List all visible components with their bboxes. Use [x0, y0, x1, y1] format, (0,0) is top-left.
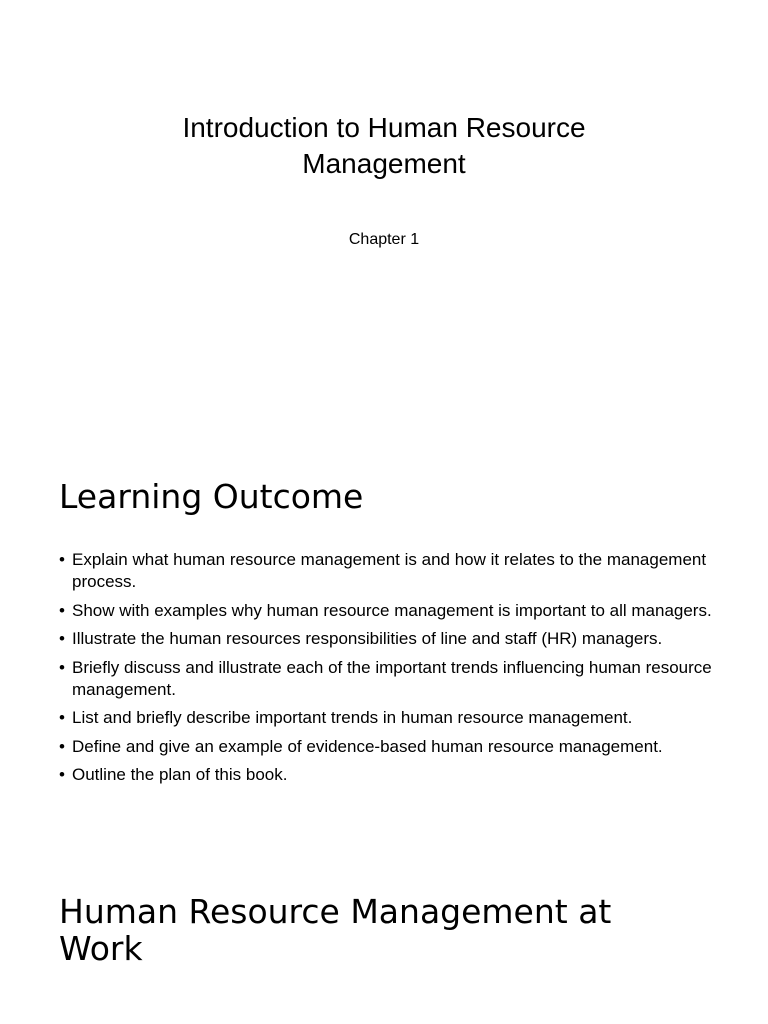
chapter-subtitle: Chapter 1 [348, 231, 420, 248]
list-item [59, 707, 719, 729]
list-item [59, 600, 719, 622]
hrm-at-work-heading: Human Resource Management at Work [59, 892, 612, 968]
bullet-icon: • [59, 600, 65, 620]
title-slide [0, 0, 768, 420]
learning-outcome-list [59, 549, 719, 793]
bullet-icon: • [59, 629, 65, 648]
list-item [59, 657, 719, 701]
bullet-icon: • [59, 736, 65, 756]
list-item-text: Show with examples why human resource management is important to all managers. [72, 600, 712, 620]
hrm-at-work-slide [0, 870, 768, 1024]
list-item [59, 736, 719, 758]
bullet-icon: • [59, 657, 65, 677]
bullet-icon: • [59, 765, 65, 784]
list-item-text: List and briefly describe important trends in human resource management. [72, 708, 633, 727]
list-item [59, 764, 719, 786]
learning-outcome-heading: Learning Outcome [59, 477, 364, 516]
list-item-text: Illustrate the human resources responsibilities of line and staff (HR) managers. [72, 629, 663, 648]
bullet-icon: • [59, 708, 65, 727]
list-item-text: Define and give an example of evidence-based human resource management. [72, 736, 663, 756]
presentation-title: Introduction to Human Resource Management [182, 112, 586, 179]
learning-outcome-slide [0, 440, 768, 860]
bullet-icon: • [59, 550, 65, 569]
list-item-text: Explain what human resource management is and how it relates to the management process. [72, 550, 707, 591]
list-item [59, 549, 719, 593]
list-item-text: Outline the plan of this book. [72, 765, 288, 784]
list-item [59, 628, 719, 650]
list-item-text: Briefly discuss and illustrate each of the important trends influencing human resource management. [72, 657, 712, 699]
